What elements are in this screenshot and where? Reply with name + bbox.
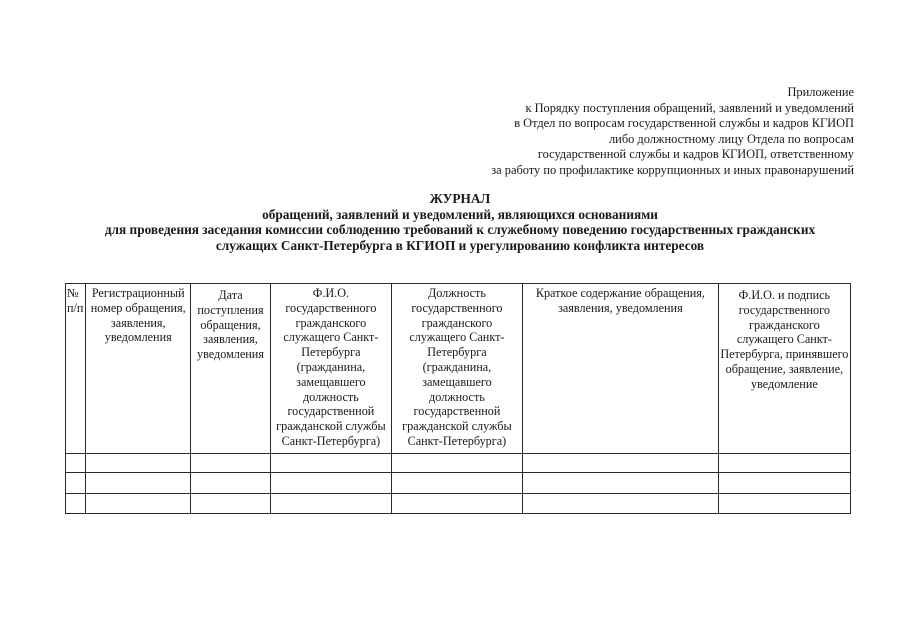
table-cell[interactable] xyxy=(191,473,271,494)
appendix-line: в Отдел по вопросам государственной службы и кадров КГИОП xyxy=(514,116,854,130)
table-cell[interactable] xyxy=(86,473,191,494)
header-employee-name xyxy=(270,284,391,454)
table-header-row xyxy=(66,284,851,454)
appendix-line: Приложение xyxy=(787,85,854,99)
header-employee-name-label: Ф.И.О. государственного гражданского служащего Санкт-Петербурга (гражданина, замещавшего должность государственной гражданской службы Санкт-Петербурга) xyxy=(276,286,386,448)
header-receiver-signature xyxy=(718,284,850,454)
header-number xyxy=(66,284,86,454)
table-cell[interactable] xyxy=(191,454,271,473)
header-summary-label: Краткое содержание обращения, заявления, уведомления xyxy=(535,286,705,315)
header-position-label: Должность государственного гражданского служащего Санкт-Петербурга (гражданина, замещавшего должность государственной гражданской службы Санкт-Петербурга) xyxy=(402,286,512,448)
title-line: для проведения заседания комиссии соблюдению требований к служебному поведению государственных гражданских xyxy=(104,222,816,238)
table-cell[interactable] xyxy=(270,473,391,494)
table-cell[interactable] xyxy=(523,494,719,514)
header-receipt-date xyxy=(191,284,271,454)
table-cell[interactable] xyxy=(66,454,86,473)
appendix-note xyxy=(434,85,854,178)
table-row xyxy=(66,454,851,473)
header-summary xyxy=(523,284,719,454)
appendix-line: за работу по профилактике коррупционных и иных правонарушений xyxy=(491,162,854,177)
table-cell[interactable] xyxy=(391,454,522,473)
title-line: служащих Санкт-Петербурга в КГИОП и урегулированию конфликта интересов xyxy=(215,237,705,253)
table-row xyxy=(66,494,851,514)
table-row xyxy=(66,473,851,494)
header-number-label: № п/п xyxy=(67,286,84,315)
table-cell[interactable] xyxy=(270,454,391,473)
table-cell[interactable] xyxy=(66,494,86,514)
table-cell[interactable] xyxy=(191,494,271,514)
table-cell[interactable] xyxy=(718,494,850,514)
appendix-line: государственной службы и кадров КГИОП, ответственному xyxy=(537,147,854,161)
table-cell[interactable] xyxy=(523,454,719,473)
table-cell[interactable] xyxy=(523,473,719,494)
header-position xyxy=(391,284,522,454)
table-cell[interactable] xyxy=(86,494,191,514)
appendix-line: либо должностному лицу Отдела по вопросам xyxy=(609,131,854,146)
table-cell[interactable] xyxy=(391,473,522,494)
table-cell[interactable] xyxy=(86,454,191,473)
header-registration-number-label: Регистрационный номер обращения, заявления, уведомления xyxy=(90,286,186,345)
table-cell[interactable] xyxy=(66,473,86,494)
table-cell[interactable] xyxy=(718,473,850,494)
journal-title xyxy=(40,191,880,253)
table-cell[interactable] xyxy=(270,494,391,514)
appendix-line: к Порядку поступления обращений, заявлений и уведомлений xyxy=(525,100,854,115)
header-registration-number xyxy=(86,284,191,454)
journal-table xyxy=(65,283,851,514)
table-cell[interactable] xyxy=(391,494,522,514)
table-cell[interactable] xyxy=(718,454,850,473)
header-receipt-date-label: Дата поступления обращения, заявления, уведомления xyxy=(196,288,264,362)
header-receiver-signature-label: Ф.И.О. и подпись государственного гражданского служащего Санкт-Петербурга, принявшего обращение, заявление, уведомление xyxy=(720,288,849,391)
title-heading: ЖУРНАЛ xyxy=(429,191,491,206)
title-line: обращений, заявлений и уведомлений, являющихся основаниями xyxy=(262,206,658,222)
